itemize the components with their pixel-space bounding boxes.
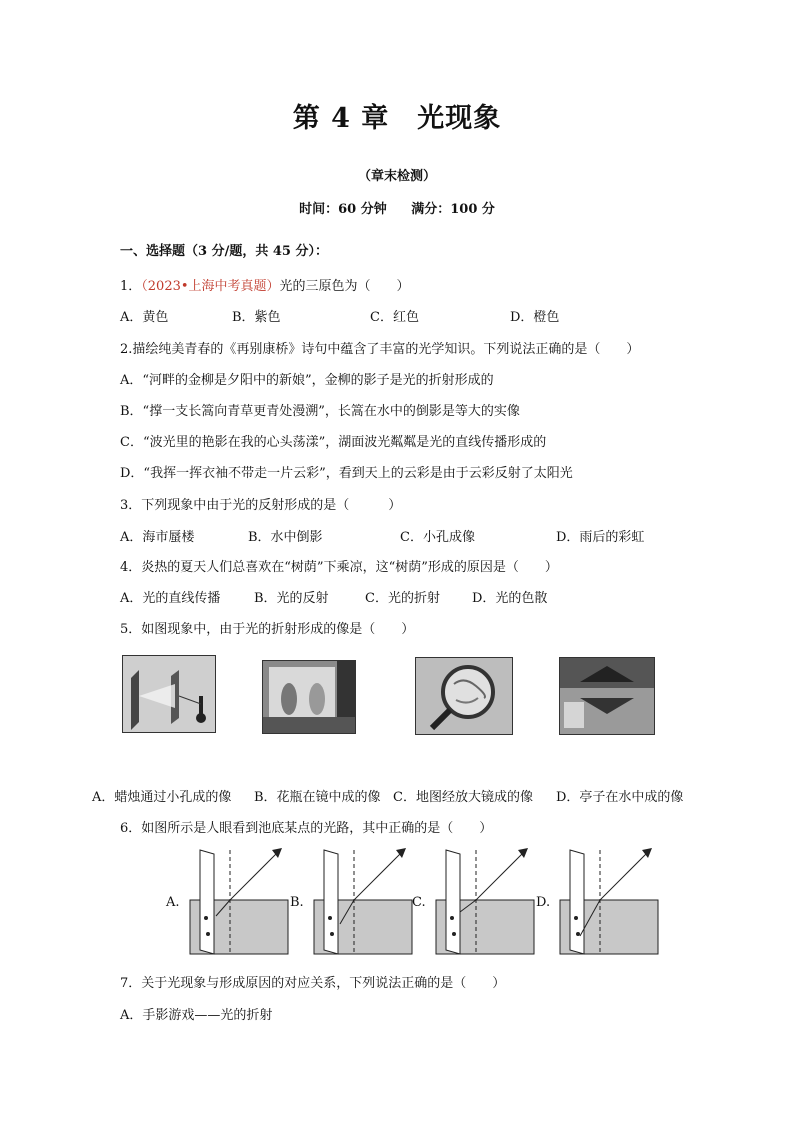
q4-option-b[interactable]: B．光的反射 — [254, 591, 329, 606]
question-1-source: （2023•上海中考真题） — [141, 279, 280, 294]
question-7-text: 7．关于光现象与形成原因的对应关系，下列说法正确的是（ ） — [120, 976, 506, 991]
q5-option-b[interactable]: B．花瓶在镜中成的像 — [254, 790, 381, 805]
time-label: 时间：60 分钟 — [299, 202, 387, 217]
question-5-text: 5．如图现象中，由于光的折射形成的像是（ ） — [120, 622, 415, 637]
exam-info — [0, 198, 794, 217]
q6-label-d[interactable]: D. — [536, 895, 551, 910]
question-6-text: 6．如图所示是人眼看到池底某点的光路，其中正确的是（ ） — [120, 821, 493, 836]
question-4-text: 4．炎热的夏天人们总喜欢在“树荫”下乘凉，这“树荫”形成的原因是（ ） — [120, 560, 558, 575]
score-label: 满分：100 分 — [411, 202, 495, 217]
q5-option-c[interactable]: C．地图经放大镜成的像 — [393, 790, 533, 805]
q3-option-d[interactable]: D．雨后的彩虹 — [556, 530, 645, 545]
q4-option-a[interactable]: A．光的直线传播 — [120, 591, 221, 606]
q1-option-c[interactable]: C．红色 — [370, 310, 419, 325]
q1-option-d[interactable]: D．橙色 — [510, 310, 560, 325]
q6-label-b[interactable]: B. — [290, 895, 304, 910]
q6-label-c[interactable]: C. — [412, 895, 426, 910]
q4-option-c[interactable]: C．光的折射 — [365, 591, 440, 606]
q1-option-a[interactable]: A．黄色 — [120, 310, 169, 325]
q3-option-a[interactable]: A．海市蜃楼 — [120, 530, 195, 545]
q6-diagram-b — [310, 846, 416, 956]
question-3-text: 3．下列现象中由于光的反射形成的是（ ） — [120, 498, 402, 513]
q4-option-d[interactable]: D．光的色散 — [472, 591, 548, 606]
question-2-text: 2.描绘纯美青春的《再别康桥》诗句中蕴含了丰富的光学知识。下列说法正确的是（ ） — [120, 342, 640, 357]
q6-diagram-d — [556, 846, 662, 956]
q2-option-d[interactable]: D．“我挥一挥衣袖不带走一片云彩”，看到天上的云彩是由于云彩反射了太阳光 — [120, 466, 573, 481]
pavilion-water-image — [559, 657, 655, 735]
q3-option-c[interactable]: C．小孔成像 — [400, 530, 475, 545]
q1-option-b[interactable]: B．紫色 — [232, 310, 281, 325]
q2-option-b[interactable]: B．“撑一支长篙向青草更青处漫溯”，长篙在水中的倒影是等大的实像 — [120, 404, 520, 419]
q6-diagram-a — [186, 846, 292, 956]
q7-option-a[interactable]: A．手影游戏——光的折射 — [120, 1008, 273, 1023]
vase-mirror-image — [262, 660, 356, 734]
q2-option-c[interactable]: C．“波光里的艳影在我的心头荡漾”，湖面波光粼粼是光的直线传播形成的 — [120, 435, 547, 450]
page-title: 第 4 章 光现象 — [292, 103, 502, 134]
question-1-text: 光的三原色为（ ） — [279, 279, 410, 294]
q6-diagram-c — [432, 846, 538, 956]
section1-heading: 一、选择题（3 分/题，共 45 分）： — [120, 244, 328, 259]
q5-option-a[interactable]: A．蜡烛通过小孔成的像 — [92, 790, 232, 805]
q2-option-a[interactable]: A．“河畔的金柳是夕阳中的新娘”，金柳的影子是光的折射形成的 — [120, 373, 494, 388]
q5-option-d[interactable]: D．亭子在水中成的像 — [556, 790, 684, 805]
question-1-number: 1． — [120, 279, 142, 294]
q6-label-a[interactable]: A. — [166, 895, 180, 910]
q3-option-b[interactable]: B．水中倒影 — [248, 530, 323, 545]
question-1 — [120, 275, 410, 294]
magnifier-map-image — [415, 657, 513, 735]
candle-pinhole-image — [122, 655, 216, 733]
subtitle: （章末检测） — [357, 169, 436, 184]
